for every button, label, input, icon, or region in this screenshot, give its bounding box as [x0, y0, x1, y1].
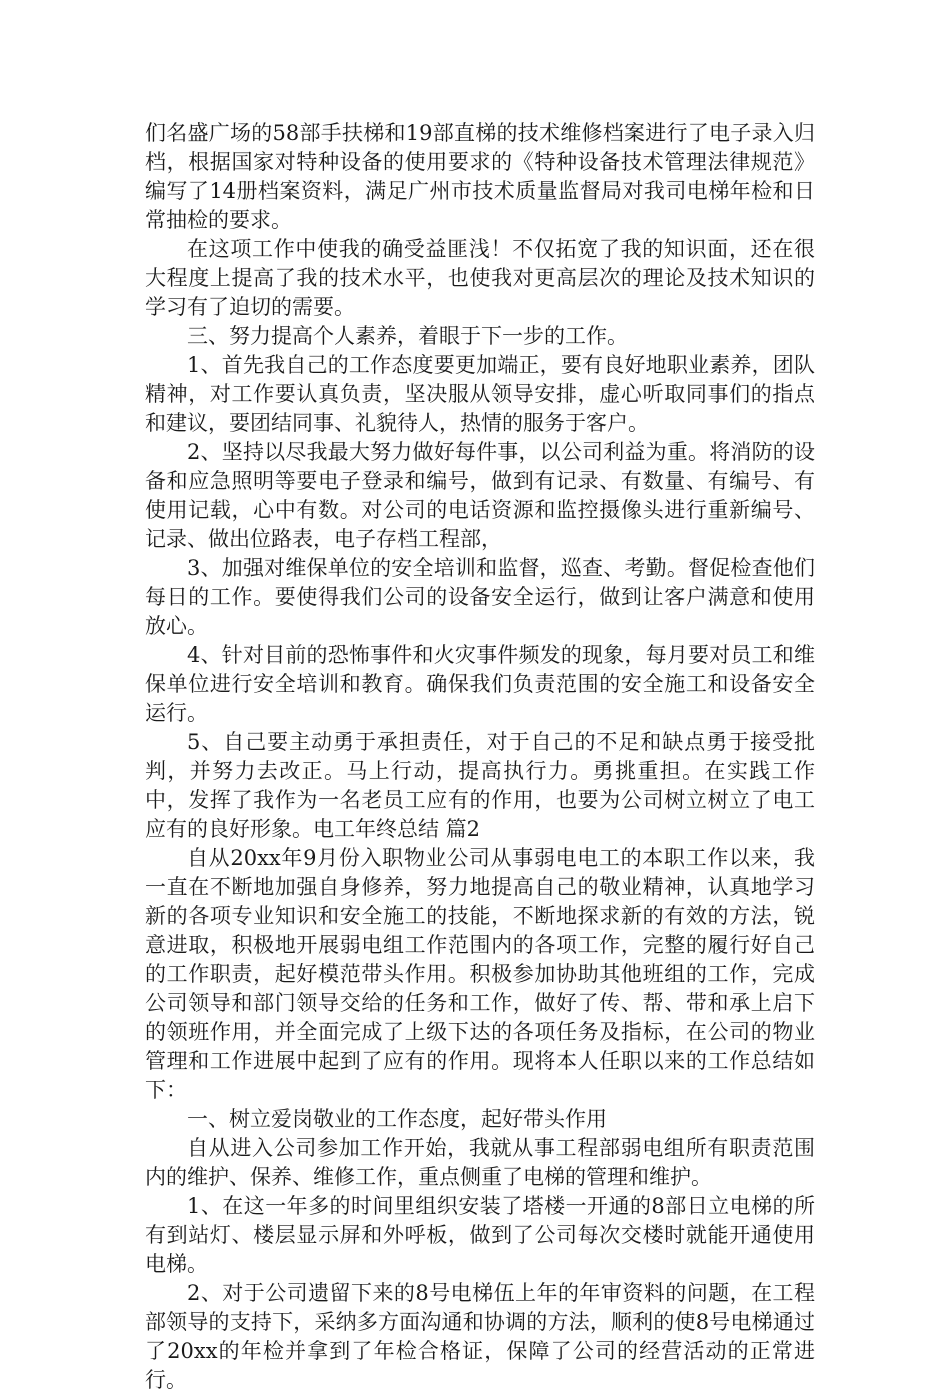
list-item-3: 3、加强对维保单位的安全培训和监督，巡查、考勤。督促检查他们每日的工作。要使得我们公司的设备安全运行，做到让客户满意和使用放心。	[145, 556, 815, 638]
document-page	[145, 119, 815, 1395]
list-item-elevator-2: 2、对于公司遗留下来的8号电梯伍上年的年审资料的问题，在工程部领导的支持下，采纳多方面沟通和协调的方法，顺利的使8号电梯通过了20xx的年检并拿到了年检合格证，保障了公司的经营活动的正常进行。	[145, 1281, 815, 1392]
paragraph-intro-part2: 自从20xx年9月份入职物业公司从事弱电电工的本职工作以来，我一直在不断地加强自身修养，努力地提高自己的敬业精神，认真地学习新的各项专业知识和安全施工的技能，不断地探求新的有效的方法，锐意进取，积极地开展弱电组工作范围内的各项工作，完整的履行好自己的工作职责，起好模范带头作用。积极参加协助其他班组的工作，完成公司领导和部门领导交给的任务和工作，做好了传、帮、带和承上启下的领班作用，并全面完成了上级下达的各项任务及指标，在公司的物业管理和工作进展中起到了应有的作用。现将本人任职以来的工作总结如下：	[145, 846, 815, 1102]
list-item-5: 5、自己要主动勇于承担责任，对于自己的不足和缺点勇于接受批判，并努力去改正。马上行动，提高执行力。勇挑重担。在实践工作中，发挥了我作为一名老员工应有的作用，也要为公司树立树立了电工应有的良好形象。电工年终总结 篇2	[145, 730, 815, 841]
list-item-4: 4、针对目前的恐怖事件和火灾事件频发的现象，每月要对员工和维保单位进行安全培训和教育。确保我们负责范围的安全施工和设备安全运行。	[145, 643, 815, 725]
section-heading-3: 三、努力提高个人素养，着眼于下一步的工作。	[187, 324, 628, 348]
paragraph-since-joining: 自从进入公司参加工作开始，我就从事工程部弱电组所有职责范围内的维护、保养、维修工作，重点侧重了电梯的管理和维护。	[145, 1136, 815, 1189]
list-item-elevator-1: 1、在这一年多的时间里组织安装了塔楼一开通的8部日立电梯的所有到站灯、楼层显示屏和外呼板，做到了公司每次交楼时就能开通使用电梯。	[145, 1194, 815, 1276]
paragraph-archive: 们名盛广场的58部手扶梯和19部直梯的技术维修档案进行了电子录入归档，根据国家对特种设备的使用要求的《特种设备技术管理法律规范》编写了14册档案资料，满足广州市技术质量监督局对我司电梯年检和日常抽检的要求。	[145, 121, 815, 232]
list-item-2: 2、坚持以尽我最大努力做好每件事，以公司利益为重。将消防的设备和应急照明等要电子登录和编号，做到有记录、有数量、有编号、有使用记载，心中有数。对公司的电话资源和监控摄像头进行重新编号、记录、做出位路表，电子存档工程部，	[145, 440, 815, 551]
paragraph-benefit: 在这项工作中使我的确受益匪浅！不仅拓宽了我的知识面，还在很大程度上提高了我的技术水平，也使我对更高层次的理论及技术知识的学习有了迫切的需要。	[145, 237, 815, 319]
list-item-1: 1、首先我自己的工作态度要更加端正，要有良好地职业素养，团队精神，对工作要认真负责，坚决服从领导安排，虚心听取同事们的指点和建议，要团结同事、礼貌待人，热情的服务于客户。	[145, 353, 815, 435]
section-heading-1: 一、树立爱岗敬业的工作态度，起好带头作用	[187, 1107, 607, 1131]
